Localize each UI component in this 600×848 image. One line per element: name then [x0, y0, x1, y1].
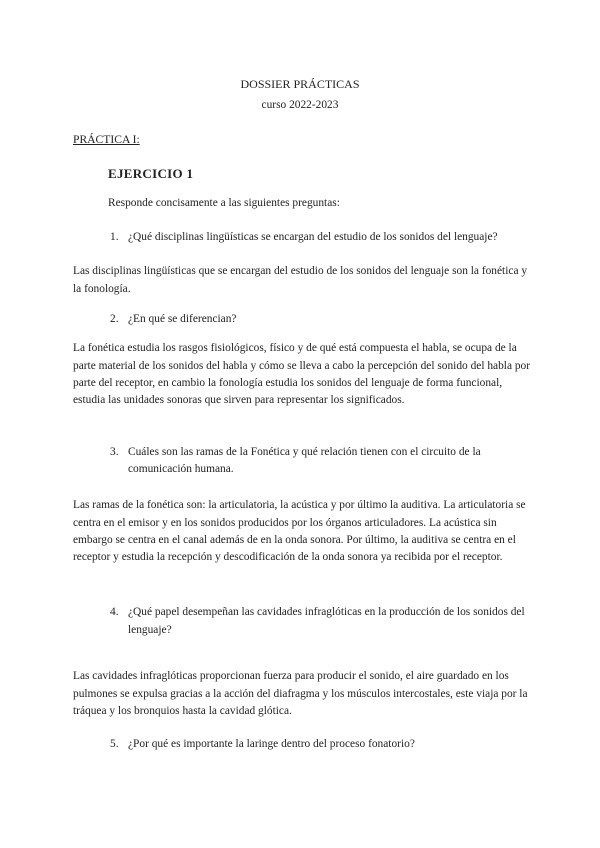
question-text: lenguaje? [128, 624, 172, 636]
question-text: ¿En qué se diferencian? [128, 313, 237, 325]
document-title: DOSSIER PRÁCTICAS [240, 77, 360, 91]
question-number: 4. [110, 606, 119, 618]
answer-line: receptor y estudia la recepción y descodificación de la onda sonora ya recibida por el receptor. [73, 551, 503, 563]
answer-line: parte del receptor, en cambio la fonología estudia los sonidos del lenguaje de forma funcional, [73, 377, 503, 389]
exercise-title: EJERCICIO 1 [108, 166, 194, 181]
question-text: ¿Qué disciplinas lingüísticas se encargan del estudio de los sonidos del lenguaje? [128, 231, 498, 243]
question-number: 5. [110, 738, 119, 750]
question-text: ¿Qué papel desempeñan las cavidades infraglóticas en la producción de los sonidos del [128, 606, 525, 618]
answer-line: la fonología. [73, 283, 131, 295]
answer-line: estudia las unidades sonoras que sirven para representar los significados. [73, 394, 405, 406]
answer-line: embargo se centra en el canal además de en la onda sonora. Por último, la auditiva se centra en el [73, 534, 516, 546]
document-subtitle: curso 2022-2023 [261, 99, 339, 111]
answer-line: parte material de los sonidos del habla y cómo se lleva a cabo la percepción del sonido del habla por [73, 360, 531, 372]
answer-line: pulmones se expulsa gracias a la acción del diafragma y los músculos intercostales, este viaja por la [73, 688, 528, 700]
question-text: ¿Por qué es importante la laringe dentro del proceso fonatorio? [128, 738, 415, 750]
exercise-instruction: Responde concisamente a las siguientes preguntas: [108, 197, 340, 209]
question-number: 2. [110, 313, 119, 325]
answer-line: Las disciplinas lingüísticas que se encargan del estudio de los sonidos del lenguaje son la fonética y [73, 265, 528, 277]
answer-line: Las ramas de la fonética son: la articulatoria, la acústica y por último la auditiva. La articulatoria se [73, 499, 526, 511]
question-number: 1. [110, 231, 119, 243]
question-number: 3. [110, 446, 119, 458]
section-heading: PRÁCTICA I: [73, 133, 140, 146]
answer-line: Las cavidades infraglóticas proporcionan fuerza para producir el sonido, el aire guardado en los [73, 670, 509, 682]
question-text: comunicación humana. [128, 463, 234, 475]
answer-line: tráquea y los bronquios hasta la cavidad glótica. [73, 705, 292, 717]
answer-line: centra en el emisor y en los sonidos producidos por los órganos articuladores. La acústica sin [73, 517, 497, 529]
answer-line: La fonética estudia los rasgos fisiológicos, físico y de qué está compuesta el habla, se ocupa de la [73, 342, 517, 354]
question-text: Cuáles son las ramas de la Fonética y qué relación tienen con el circuito de la [128, 446, 481, 458]
